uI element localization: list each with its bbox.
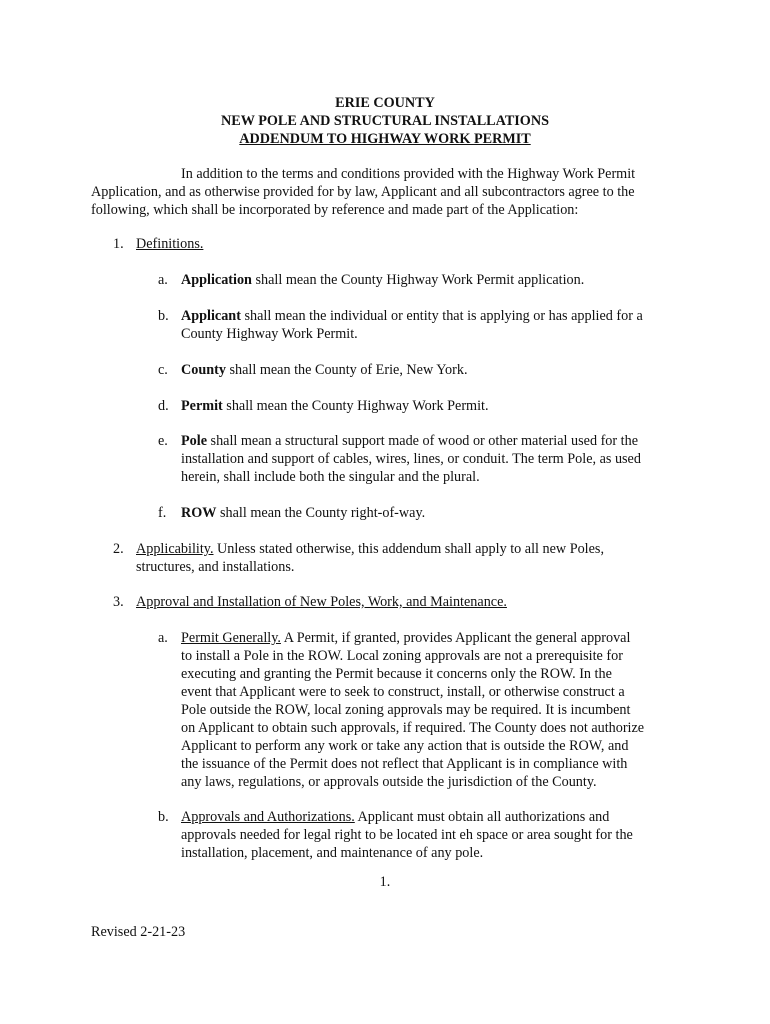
item-letter: a. (158, 630, 168, 646)
approvals-paragraph (181, 808, 701, 862)
term: Pole (181, 433, 207, 449)
definition-text: installation and support of cables, wires, lines, or conduit. The term Pole, as used (181, 451, 641, 467)
item-letter: f. (158, 505, 167, 521)
subsection-title: Permit Generally. (181, 630, 281, 646)
section-2-title: Applicability. (136, 541, 214, 557)
item-letter: d. (158, 398, 169, 414)
section-text: Unless stated otherwise, this addendum shall apply to all new Poles, (213, 541, 604, 557)
definition-text: shall mean the County of Erie, New York. (225, 362, 468, 378)
definition-permit (181, 397, 701, 415)
definition-text: County Highway Work Permit. (181, 326, 358, 342)
paragraph-text: A Permit, if granted, provides Applicant the general approval (280, 630, 631, 646)
definition-text: shall mean a structural support made of wood or other material used for the (207, 433, 639, 449)
item-letter: a. (158, 272, 168, 288)
intro-line: In addition to the terms and conditions provided with the Highway Work Permit (181, 166, 636, 182)
term: ROW (181, 505, 217, 521)
section-2-body (136, 540, 696, 576)
definition-text: herein, shall include both the singular and the plural. (181, 469, 480, 485)
definition-text: shall mean the County right-of-way. (216, 505, 426, 521)
item-letter: e. (158, 433, 168, 449)
subsection-title: Approvals and Authorizations. (181, 809, 355, 825)
item-letter: b. (158, 809, 169, 825)
paragraph-text: event that Applicant were to seek to construct, install, or otherwise construct a (181, 684, 625, 700)
paragraph-text: executing and granting the Permit because it concerns only the ROW. In the (181, 666, 612, 682)
definition-county (181, 361, 701, 379)
term: County (181, 362, 226, 378)
header-title: NEW POLE AND STRUCTURAL INSTALLATIONS (221, 113, 549, 129)
term: Applicant (181, 308, 241, 324)
paragraph-text: any laws, regulations, or approvals outside the jurisdiction of the County. (181, 774, 597, 790)
paragraph-text: approvals needed for legal right to be located int eh space or area sought for the (181, 827, 633, 843)
paragraph-text: on Applicant to obtain such approvals, if required. The County does not authorize (181, 720, 645, 736)
item-letter: c. (158, 362, 168, 378)
page-number: 1. (379, 874, 391, 890)
revision-footer: Revised 2-21-23 (91, 924, 186, 940)
header-county: ERIE COUNTY (335, 95, 435, 111)
paragraph-text: the issuance of the Permit does not reflect that Applicant is in compliance with (181, 756, 628, 772)
paragraph-text: to install a Pole in the ROW. Local zoning approvals are not a prerequisite for (181, 648, 623, 664)
definition-text: shall mean the County Highway Work Permit application. (251, 272, 585, 288)
paragraph-text: installation, placement, and maintenance of any pole. (181, 845, 484, 861)
term: Application (181, 272, 252, 288)
intro-line: following, which shall be incorporated by reference and made part of the Application: (91, 202, 579, 218)
definition-application (181, 271, 701, 289)
intro-line: Application, and as otherwise provided for by law, Applicant and all subcontractors agree to the (91, 184, 635, 200)
paragraph-text: Applicant to perform any work or take any action that is outside the ROW, and (181, 738, 629, 754)
paragraph-text: Applicant must obtain all authorizations and (354, 809, 610, 825)
definition-applicant (181, 307, 701, 343)
paragraph-text: Pole outside the ROW, local zoning approvals may be required. It is incumbent (181, 702, 631, 718)
definition-row (181, 504, 701, 522)
definition-pole (181, 432, 701, 486)
section-1-number: 1. (113, 236, 124, 252)
section-3-number: 3. (113, 594, 124, 610)
intro-paragraph (91, 165, 691, 219)
definition-text: shall mean the County Highway Work Permit. (222, 398, 489, 414)
section-3-title: Approval and Installation of New Poles, Work, and Maintenance. (136, 594, 507, 610)
section-2-number: 2. (113, 541, 124, 557)
permit-generally-paragraph (181, 629, 701, 791)
item-letter: b. (158, 308, 169, 324)
definition-text: shall mean the individual or entity that is applying or has applied for a (240, 308, 643, 324)
section-text: structures, and installations. (136, 559, 295, 575)
header-subtitle: ADDENDUM TO HIGHWAY WORK PERMIT (239, 131, 531, 147)
term: Permit (181, 398, 223, 414)
section-1-title: Definitions. (136, 236, 204, 252)
